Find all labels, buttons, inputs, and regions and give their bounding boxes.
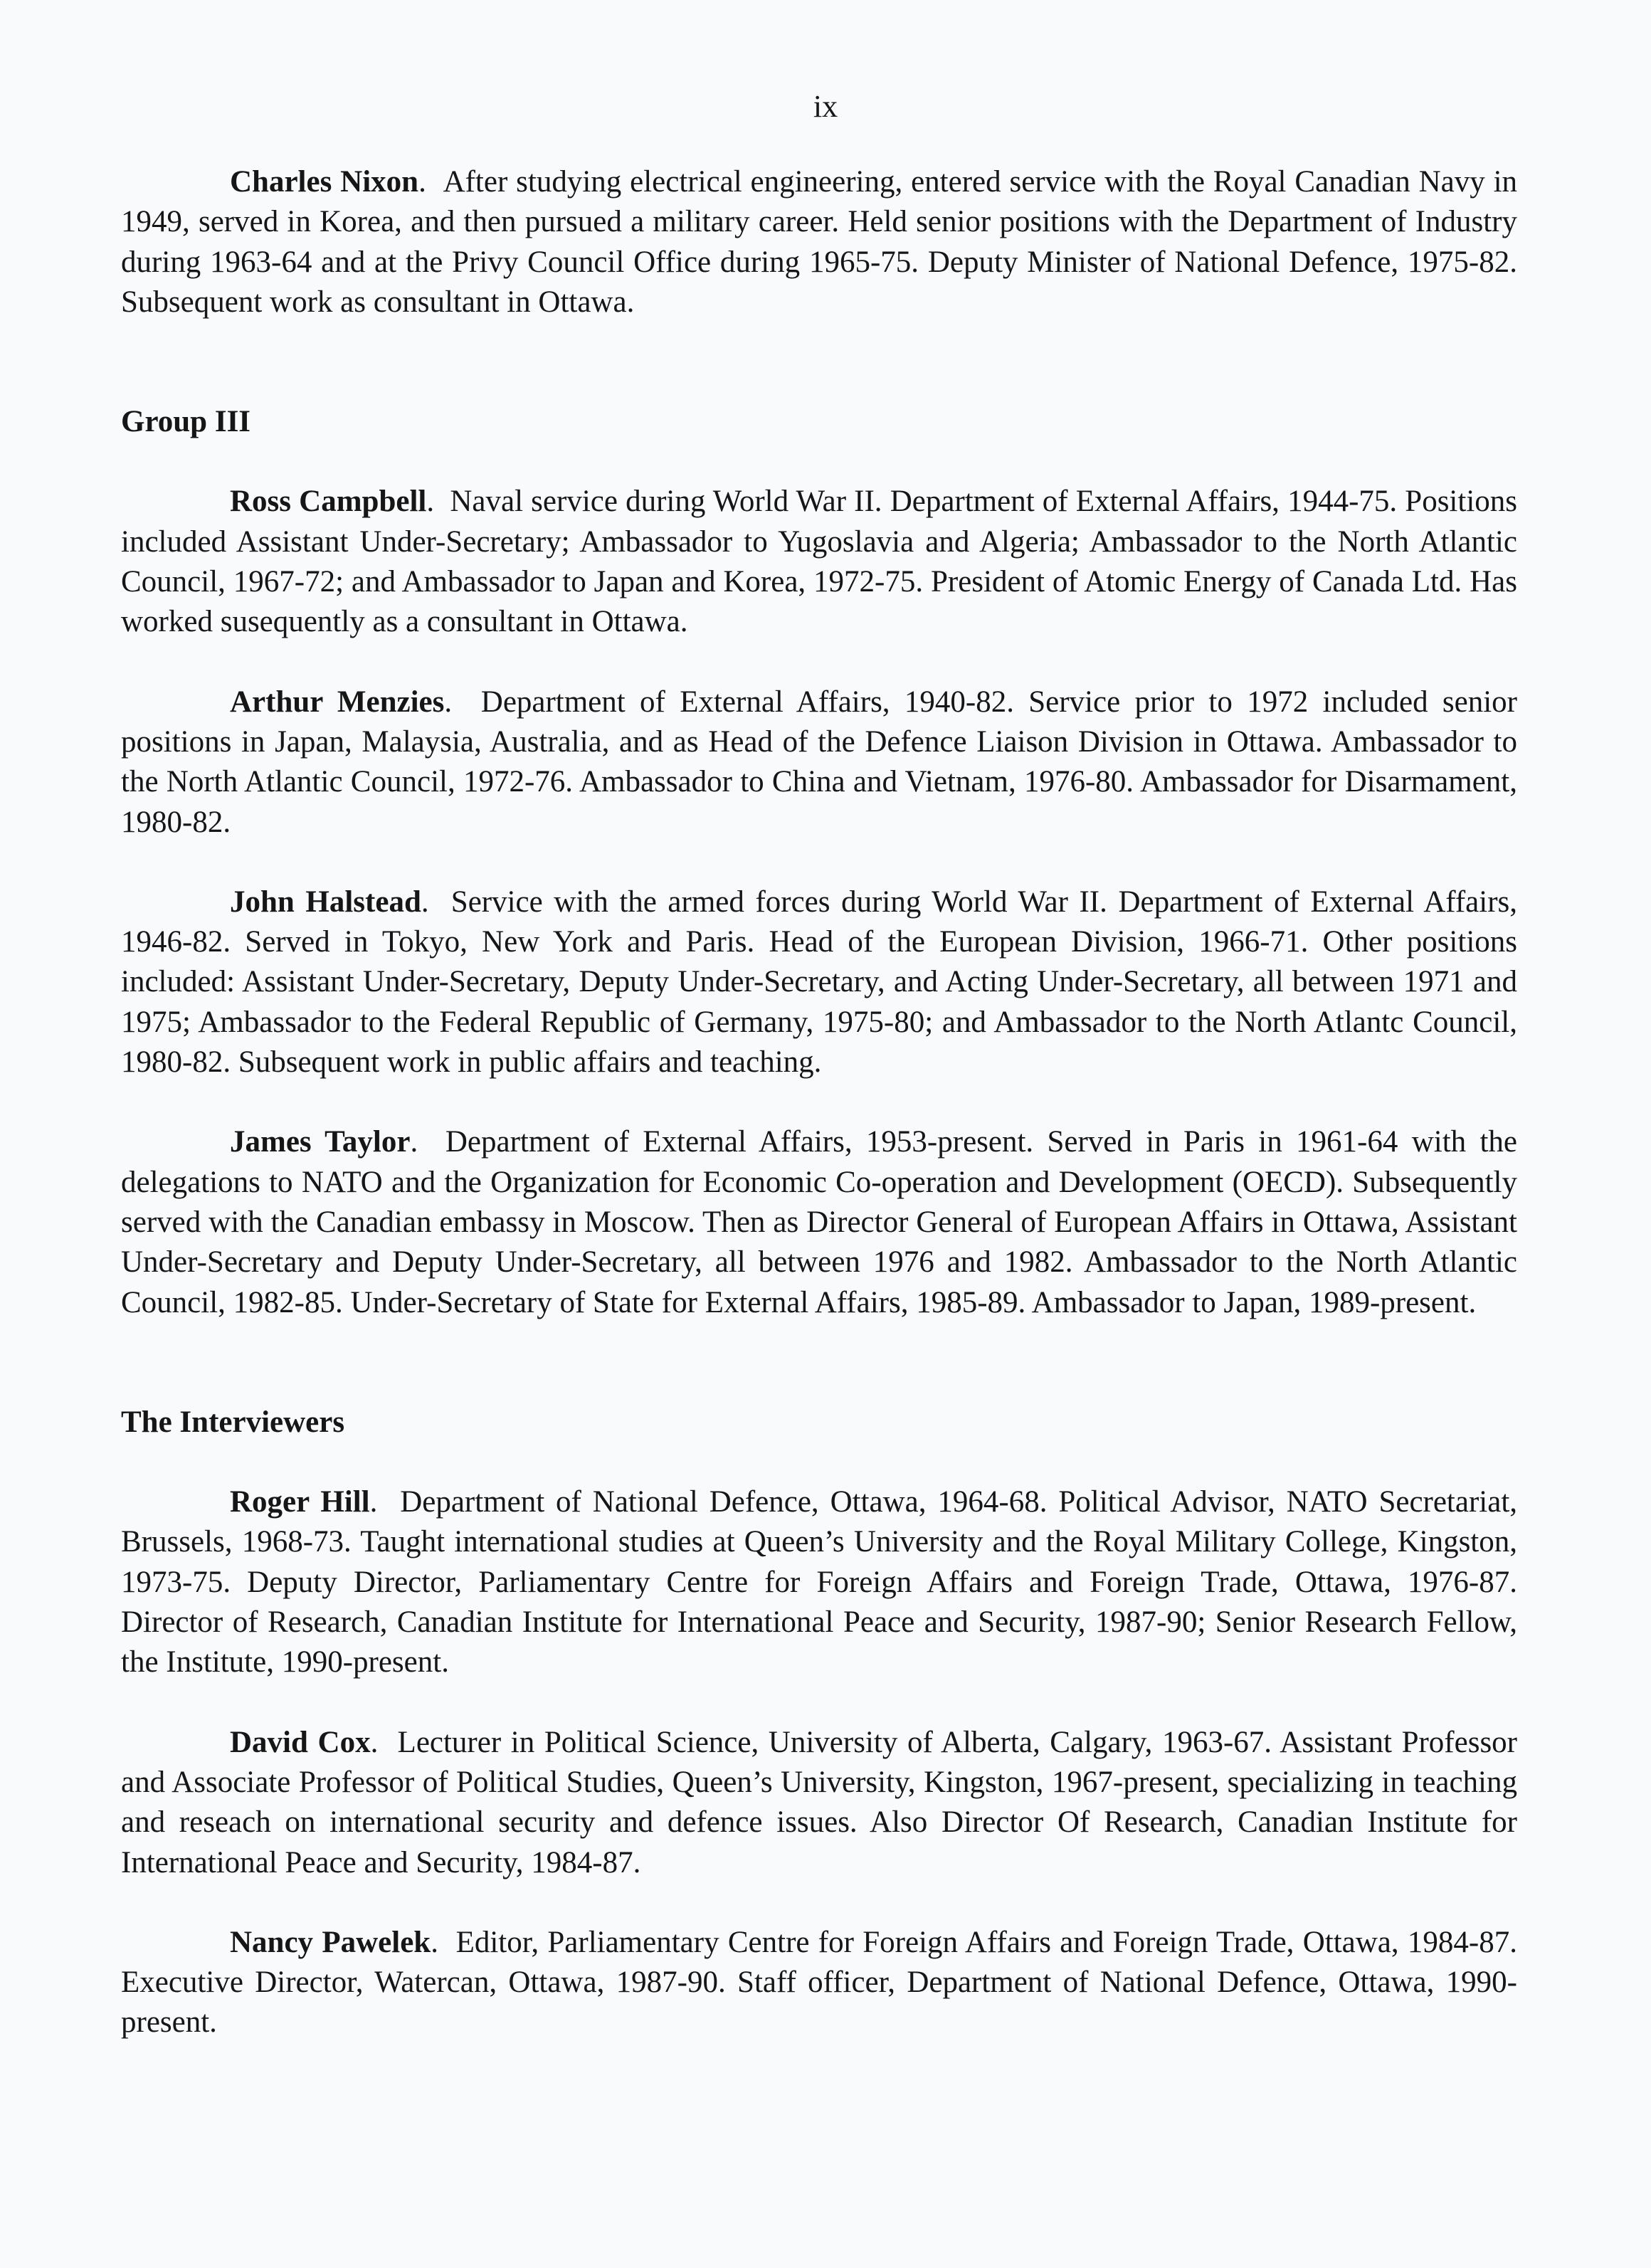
page-number: ix: [813, 89, 838, 124]
bio-name: Charles Nixon: [230, 165, 419, 199]
bio-paragraph: David Cox. Lecturer in Political Science, University of Alberta, Calgary, 1963-67. Assistant Professor and Associate Professor of Political Studies, Queen’s University, Kingston, 1967-present, specializing in teaching and reseach on international security and defence issues. Also Director Of Research, Canadian Institute for International Peace and Security, 1984-87.: [121, 1725, 1518, 1879]
bio-paragraph: James Taylor. Department of External Affairs, 1953-present. Served in Paris in 1961-64 with the delegations to NATO and the Organization for Economic Co-operation and Development (OECD). Subsequently served with the Canadian embassy in Moscow. Then as Director General of European Affairs in Ottawa, Assistant Under-Secretary and Deputy Under-Secretary, all between 1976 and 1982. Ambassador to the North Atlantic Council, 1982-85. Under-Secretary of State for External Affairs, 1985-89. Ambassador to Japan, 1989-present.: [121, 1125, 1517, 1319]
bio-paragraph: John Halstead. Service with the armed forces during World War II. Department of External Affairs, 1946-82. Served in Tokyo, New York and Paris. Head of the European Division, 1966-71. Other positions included: Assistant Under-Secretary, Deputy Under-Secretary, and Acting Under-Secretary, all between 1971 and 1975; Ambassador to the Federal Republic of Germany, 1975-80; and Ambassador to the North Atlantc Council, 1980-82. Subsequent work in public affairs and teaching.: [121, 885, 1518, 1080]
bio-name: Roger Hill: [230, 1485, 370, 1519]
bio-text: Department of External Affairs, 1940-82. Service prior to 1972 included senior positions in Japan, Malaysia, Australia, and as Head of the Defence Liaison Division in Ottawa. Ambassador to the North Atlantic Council, 1972-76. Ambassador to China and Vietnam, 1976-80. Ambassador for Disarmament, 1980-82.: [121, 685, 1517, 839]
bio-text: Naval service during World War II. Department of External Affairs, 1944-75. Positions included Assistant Under-Secretary; Ambassador to Yugoslavia and Algeria; Ambassador to the North Atlantic Council, 1967-72; and Ambassador to Japan and Korea, 1972-75. President of Atomic Energy of Canada Ltd. Has worked susequently as a consultant in Ottawa.: [121, 485, 1518, 639]
bio-name: James Taylor: [230, 1125, 411, 1159]
section-heading-interviewers: The Interviewers: [121, 1405, 345, 1439]
section-heading-group-iii: Group III: [121, 405, 251, 439]
bio-text: Department of External Affairs, 1953-present. Served in Paris in 1961-64 with the delegations to NATO and the Organization for Economic Co-operation and Development (OECD). Subsequently served with the Canadian embassy in Moscow. Then as Director General of European Affairs in Ottawa, Assistant Under-Secretary and Deputy Under-Secretary, all between 1976 and 1982. Ambassador to the North Atlantic Council, 1982-85. Under-Secretary of State for External Affairs, 1985-89. Ambassador to Japan, 1989-present.: [121, 1125, 1517, 1319]
document-body: [121, 162, 1517, 2043]
bio-name: Nancy Pawelek: [230, 1925, 431, 1959]
bio-paragraph: Ross Campbell. Naval service during World War II. Department of External Affairs, 1944-75. Positions included Assistant Under-Secretary; Ambassador to Yugoslavia and Algeria; Ambassador to the North Atlantic Council, 1967-72; and Ambassador to Japan and Korea, 1972-75. President of Atomic Energy of Canada Ltd. Has worked susequently as a consultant in Ottawa.: [121, 485, 1518, 639]
bio-paragraph: Arthur Menzies. Department of External Affairs, 1940-82. Service prior to 1972 included senior positions in Japan, Malaysia, Australia, and as Head of the Defence Liaison Division in Ottawa. Ambassador to the North Atlantic Council, 1972-76. Ambassador to China and Vietnam, 1976-80. Ambassador for Disarmament, 1980-82.: [121, 685, 1517, 839]
bio-paragraph: Roger Hill. Department of National Defence, Ottawa, 1964-68. Political Advisor, NATO Secretariat, Brussels, 1968-73. Taught international studies at Queen’s University and the Royal Military College, Kingston, 1973-75. Deputy Director, Parliamentary Centre for Foreign Affairs and Foreign Trade, Ottawa, 1976-87. Director of Research, Canadian Institute for International Peace and Security, 1987-90; Senior Research Fellow, the Institute, 1990-present.: [121, 1485, 1518, 1679]
bio-text: After studying electrical engineering, entered service with the Royal Canadian Navy in 1949, served in Korea, and then pursued a military career. Held senior positions with the Department of Industry during 1963-64 and at the Privy Council Office during 1965-75. Deputy Minister of National Defence, 1975-82. Subsequent work as consultant in Ottawa.: [121, 165, 1518, 319]
bio-paragraph: Charles Nixon. After studying electrical engineering, entered service with the Royal Canadian Navy in 1949, served in Korea, and then pursued a military career. Held senior positions with the Department of Industry during 1963-64 and at the Privy Council Office during 1965-75. Deputy Minister of National Defence, 1975-82. Subsequent work as consultant in Ottawa.: [121, 165, 1518, 319]
bio-text: Lecturer in Political Science, University of Alberta, Calgary, 1963-67. Assistant Professor and Associate Professor of Political Studies, Queen’s University, Kingston, 1967-present, specializing in teaching and reseach on international security and defence issues. Also Director Of Research, Canadian Institute for International Peace and Security, 1984-87.: [121, 1725, 1518, 1879]
bio-name: Ross Campbell: [230, 485, 427, 519]
bio-paragraph: Nancy Pawelek. Editor, Parliamentary Centre for Foreign Affairs and Foreign Trade, Ottawa, 1984-87. Executive Director, Watercan, Ottawa, 1987-90. Staff officer, Department of National Defence, Ottawa, 1990-present.: [121, 1925, 1518, 2040]
bio-name: Arthur Menzies: [230, 685, 445, 719]
bio-name: David Cox: [230, 1725, 371, 1759]
bio-text: Department of National Defence, Ottawa, 1964-68. Political Advisor, NATO Secretariat, Brussels, 1968-73. Taught international studies at Queen’s University and the Royal Military College, Kingston, 1973-75. Deputy Director, Parliamentary Centre for Foreign Affairs and Foreign Trade, Ottawa, 1976-87. Director of Research, Canadian Institute for International Peace and Security, 1987-90; Senior Research Fellow, the Institute, 1990-present.: [121, 1485, 1518, 1679]
bio-name: John Halstead: [230, 885, 421, 919]
bio-text: Editor, Parliamentary Centre for Foreign Affairs and Foreign Trade, Ottawa, 1984-87. Executive Director, Watercan, Ottawa, 1987-90. Staff officer, Department of National Defence, Ottawa, 1990-present.: [121, 1925, 1518, 2040]
bio-text: Service with the armed forces during World War II. Department of External Affairs, 1946-82. Served in Tokyo, New York and Paris. Head of the European Division, 1966-71. Other positions included: Assistant Under-Secretary, Deputy Under-Secretary, and Acting Under-Secretary, all between 1971 and 1975; Ambassador to the Federal Republic of Germany, 1975-80; and Ambassador to the North Atlantc Council, 1980-82. Subsequent work in public affairs and teaching.: [121, 885, 1518, 1080]
